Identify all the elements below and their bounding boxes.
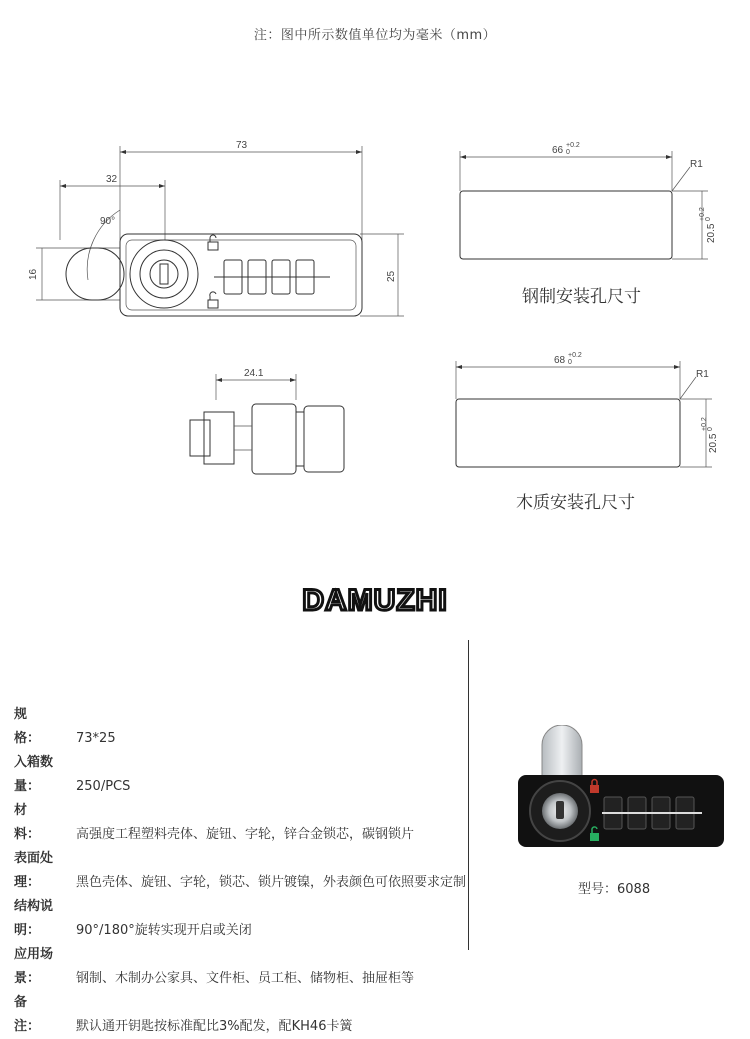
spec-value: 73*25: [76, 731, 116, 746]
steel-height-tol2: 0: [705, 217, 712, 221]
product-photo: [512, 725, 732, 855]
dim-total-label: 73: [236, 140, 248, 151]
steel-cutout-title: 钢制安装孔尺寸: [522, 287, 641, 307]
brand-text: DAMUZHI: [302, 584, 448, 617]
wood-height-label: 20.5: [708, 433, 719, 453]
spec-row: [14, 799, 466, 847]
spec-row: [14, 991, 466, 1039]
side-view-drawing: [180, 360, 360, 490]
spec-row: [14, 751, 466, 799]
spec-row: [14, 847, 466, 895]
brand-logo-mark: [280, 580, 470, 620]
wood-cutout-title: 木质安装孔尺寸: [516, 493, 635, 513]
brand-logo: [0, 580, 750, 624]
steel-radius-label: R1: [690, 159, 703, 170]
spec-key: 材 料：: [14, 803, 54, 842]
wood-width-tol: +0.2: [568, 352, 582, 359]
wood-height-tol2: 0: [707, 427, 714, 431]
model-number: 型号：6088: [578, 882, 651, 897]
steel-width-tol: +0.2: [566, 142, 580, 149]
steel-cutout-drawing: [440, 135, 730, 275]
steel-height-label: 20.5: [706, 223, 717, 243]
dim-left-label: 16: [28, 268, 39, 280]
spec-key: 备 注：: [14, 995, 54, 1034]
spec-key: 入箱数量：: [14, 755, 54, 794]
dim-depth-label: 24.1: [244, 368, 264, 379]
wood-radius-label: R1: [696, 369, 709, 380]
steel-height-tol: +0.2: [699, 207, 706, 221]
spec-value: 黑色壳体、旋钮、字轮，锁芯、锁片镀镍，外表颜色可依照要求定制: [76, 875, 467, 890]
spec-value: 高强度工程塑料壳体、旋钮、字轮，锌合金锁芯，碳钢锁片: [76, 827, 415, 842]
spec-key: 应用场景：: [14, 947, 54, 986]
spec-row: [14, 943, 466, 991]
steel-width-label: 66: [552, 145, 564, 156]
units-note: 注：图中所示数值单位均为毫米（mm）: [253, 28, 497, 43]
spec-key: 表面处理：: [14, 851, 54, 890]
spec-key: 结构说明：: [14, 899, 54, 938]
angle-label: 90°: [100, 216, 116, 227]
spec-value: 钢制、木制办公家具、文件柜、员工柜、储物柜、抽屉柜等: [76, 971, 415, 986]
steel-width-tol2: 0: [566, 149, 570, 156]
spec-value: 90°/180°旋转实现开启或关闭: [76, 923, 252, 938]
dim-right-label: 25: [386, 270, 397, 282]
wood-cutout-drawing: [440, 345, 730, 480]
spec-key: 规 格：: [14, 707, 54, 746]
spec-list: [14, 703, 466, 1039]
spec-row: [14, 895, 466, 943]
spec-row: [14, 703, 466, 751]
divider: [468, 640, 469, 950]
combination-wheels: [602, 797, 702, 829]
keyhole: [556, 801, 564, 819]
spec-value: 默认通开钥匙按标准配比3%配发，配KH46卡簧: [76, 1019, 353, 1034]
dim-cam-label: 32: [106, 174, 118, 185]
wood-height-tol: +0.2: [701, 417, 708, 431]
wood-width-label: 68: [554, 355, 566, 366]
front-view-drawing: [0, 130, 420, 340]
wood-width-tol2: 0: [568, 359, 572, 366]
spec-value: 250/PCS: [76, 779, 131, 794]
